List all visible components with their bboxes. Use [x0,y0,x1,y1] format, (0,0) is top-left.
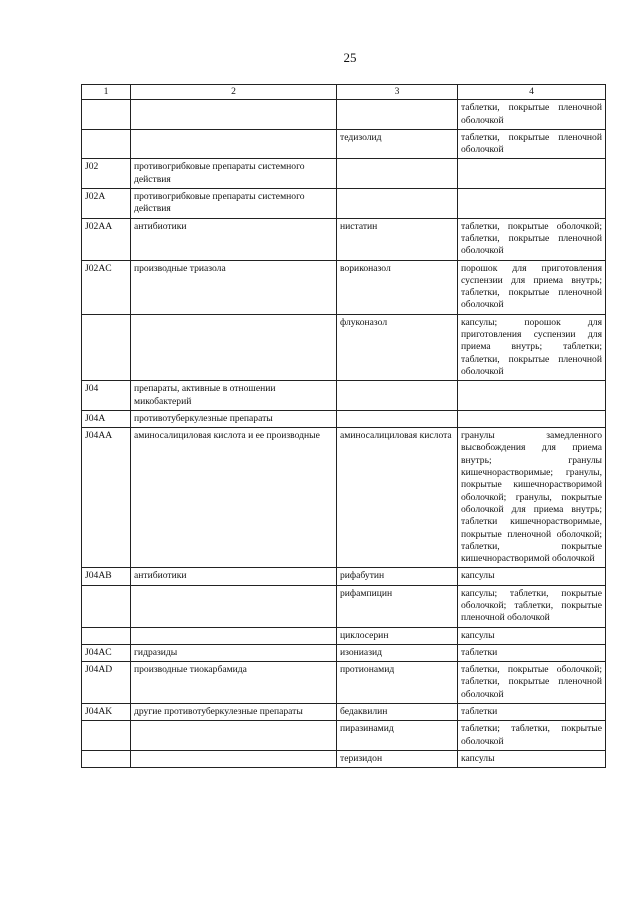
dosage-form-cell: капсулы; таблетки, покрытые оболочкой; таблетки, покрытые пленочной оболочкой [458,585,606,627]
column-header-4: 4 [458,85,606,100]
group-name-cell [131,314,337,380]
table-row [82,644,606,661]
atc-code-cell [82,314,131,380]
table-row [82,585,606,627]
header-row [82,85,606,100]
column-header-2: 2 [131,85,337,100]
dosage-form-cell: таблетки; таблетки, покрытые оболочкой [458,721,606,751]
atc-code-cell [82,129,131,159]
dosage-form-cell: таблетки, покрытые оболочкой; таблетки, покрытые пленочной оболочкой [458,662,606,704]
table-row [82,428,606,568]
atc-code-cell: J04AA [82,428,131,568]
atc-code-cell: J04AK [82,704,131,721]
drug-name-cell: флуконазол [337,314,458,380]
group-name-cell: другие противотуберкулезные препараты [131,704,337,721]
drug-name-cell [337,381,458,411]
dosage-form-cell: капсулы [458,627,606,644]
group-name-cell: антибиотики [131,568,337,585]
group-name-cell: производные тиокарбамида [131,662,337,704]
table-row [82,568,606,585]
atc-code-cell [82,627,131,644]
table-row [82,218,606,260]
table-row [82,381,606,411]
dosage-form-cell: таблетки [458,704,606,721]
table-row [82,260,606,314]
drug-name-cell: аминосалициловая кислота [337,428,458,568]
dosage-form-cell [458,189,606,219]
drug-name-cell: рифампицин [337,585,458,627]
group-name-cell: противогрибковые препараты системного действия [131,189,337,219]
drug-name-cell: пиразинамид [337,721,458,751]
group-name-cell: производные триазола [131,260,337,314]
table-row [82,129,606,159]
drug-table [81,84,606,768]
drug-name-cell: протионамид [337,662,458,704]
drug-name-cell [337,410,458,427]
table-row [82,189,606,219]
group-name-cell [131,129,337,159]
atc-code-cell [82,100,131,130]
dosage-form-cell [458,381,606,411]
atc-code-cell: J04AD [82,662,131,704]
group-name-cell: гидразиды [131,644,337,661]
drug-name-cell: нистатин [337,218,458,260]
atc-code-cell [82,721,131,751]
table-row [82,662,606,704]
group-name-cell [131,721,337,751]
drug-name-cell [337,100,458,130]
dosage-form-cell: капсулы [458,568,606,585]
table-row [82,750,606,767]
group-name-cell: препараты, активные в отношении микобактерий [131,381,337,411]
table-row [82,704,606,721]
group-name-cell: противогрибковые препараты системного действия [131,159,337,189]
atc-code-cell: J04 [82,381,131,411]
atc-code-cell: J02AA [82,218,131,260]
drug-name-cell [337,189,458,219]
drug-name-cell: рифабутин [337,568,458,585]
drug-name-cell [337,159,458,189]
atc-code-cell: J04AB [82,568,131,585]
drug-name-cell: вориконазол [337,260,458,314]
group-name-cell: антибиотики [131,218,337,260]
table-row [82,410,606,427]
dosage-form-cell: таблетки, покрытые пленочной оболочкой [458,100,606,130]
table-row [82,100,606,130]
dosage-form-cell: таблетки, покрытые пленочной оболочкой [458,129,606,159]
group-name-cell: противотуберкулезные препараты [131,410,337,427]
table-row [82,721,606,751]
column-header-3: 3 [337,85,458,100]
group-name-cell: аминосалициловая кислота и ее производные [131,428,337,568]
dosage-form-cell: капсулы [458,750,606,767]
group-name-cell [131,100,337,130]
dosage-form-cell: порошок для приготовления суспензии для приема внутрь; таблетки, покрытые пленочной оболочкой [458,260,606,314]
dosage-form-cell: гранулы замедленного высвобождения для приема внутрь; гранулы кишечнорастворимые; гранулы, покрытые кишечнорастворимой оболочкой; гранулы, покрытые оболочкой для приема внутрь; таблетки кишечнорастворимые, покрытые пленочной оболочкой; таблетки, покрытые кишечнорастворимой оболочкой [458,428,606,568]
atc-code-cell: J02AC [82,260,131,314]
group-name-cell [131,627,337,644]
table-row [82,627,606,644]
atc-code-cell: J04A [82,410,131,427]
table-row [82,159,606,189]
group-name-cell [131,750,337,767]
page-number: 25 [343,50,357,65]
table-body [82,100,606,768]
drug-name-cell: циклосерин [337,627,458,644]
dosage-form-cell: капсулы; порошок для приготовления суспензии для приема внутрь; таблетки; таблетки, покрытые пленочной оболочкой [458,314,606,380]
atc-code-cell: J04AC [82,644,131,661]
drug-name-cell: тедизолид [337,129,458,159]
atc-code-cell: J02A [82,189,131,219]
drug-name-cell: бедаквилин [337,704,458,721]
atc-code-cell [82,750,131,767]
drug-name-cell: теризидон [337,750,458,767]
atc-code-cell [82,585,131,627]
column-header-1: 1 [82,85,131,100]
dosage-form-cell: таблетки [458,644,606,661]
group-name-cell [131,585,337,627]
drug-name-cell: изониазид [337,644,458,661]
dosage-form-cell [458,410,606,427]
atc-code-cell: J02 [82,159,131,189]
table-row [82,314,606,380]
dosage-form-cell [458,159,606,189]
dosage-form-cell: таблетки, покрытые оболочкой; таблетки, покрытые пленочной оболочкой [458,218,606,260]
